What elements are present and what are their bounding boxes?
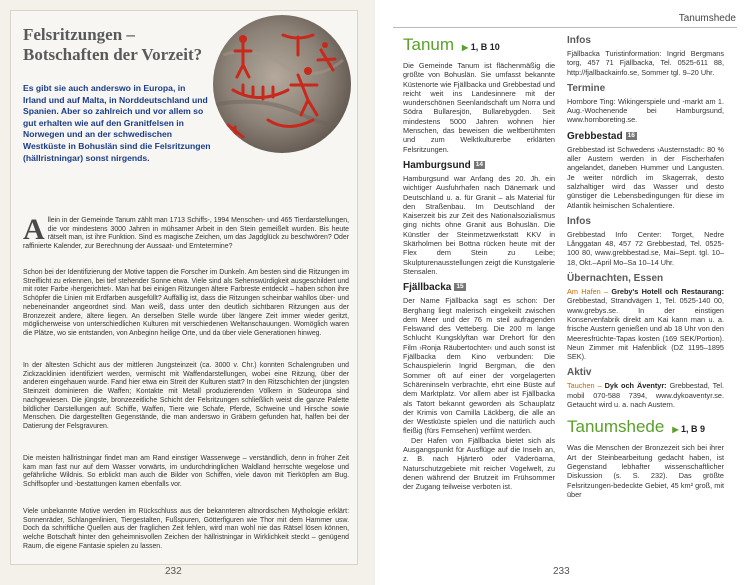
fjallbacka-heading bbox=[403, 282, 555, 294]
paragraph-2: Schon bei der Identifizierung der Motive tappen die Forscher im Dunkeln. Am besten sind die Ritzungen im Streiflicht zu erkennen, bei tief stehender Sonne etwa. Viele sind als Sehenswürdigkeit ausgeschildert und mit roter Farbe ›hergerichtet‹. Man hat bei einigen Ritzungen ältere Farbreste entdeckt – haben schon ihre Schöpfer die Linien mit Erdfarben ausgefüllt? Auffällig ist, dass die Ritzungen scheinbar wahllos über- und nebeneinander angeordnet sind. Man weiß, dass unter den deutlich sichtbaren Ritzungen aus der Bronzezeit andere, ältere liegen. An derselben Stelle wurde über längere Zeit immer wieder geritzt, möglicherweise von unterschiedlichen Kulturen mit verschiedenen Weltanschauungen. Womöglich waren die Plätze, wo sie entstanden, von Anbeginn heilige Orte, und da über viele Generationen hinweg. bbox=[23, 269, 349, 337]
page-number-left: 232 bbox=[165, 566, 182, 577]
termine-text: Hornbore Ting: Wikingerspiele und -markt am 1. Aug.-Wochenende bei Hamburgsund, www.hornboreting.se. bbox=[567, 96, 724, 125]
infos-heading-1: Infos bbox=[567, 35, 591, 46]
fjallbacka-title: Fjällbacka bbox=[403, 282, 452, 294]
aktiv-lead: Tauchen – bbox=[567, 381, 602, 391]
aktiv-heading: Aktiv bbox=[567, 367, 592, 379]
infos-text-1: Fjällbacka Turistinformation: Ingrid Bergmans torg, 457 71 Fjällbacka, Tel. 0525-611 88, http://fjallbackainfo.se, Sommer tgl. 9–20 Uhr. bbox=[567, 49, 724, 77]
aktiv-body: Grebbestad, Tel. mobil 070-588 7394, www.dykoaventyr.se. Getaucht wird u. a. nach Austern. bbox=[567, 381, 724, 410]
aktiv-text bbox=[567, 381, 724, 409]
hamburgsund-title: Hamburgsund bbox=[403, 159, 471, 171]
rock-carving-photo bbox=[213, 15, 351, 153]
tanumshede-title: Tanumshede bbox=[567, 417, 665, 437]
aktiv-name: Dyk och Äventyr: bbox=[604, 381, 667, 391]
uebernachten-text bbox=[567, 287, 724, 361]
infos-text-2: Grebbestad Info Center: Torget, Nedre Långgatan 48, 457 72 Grebbestad, Tel. 0525-100 80, www.grebbestad.se, Mai–Sept. tgl. 10–18, Okt.–April Mo–Sa 10–14 Uhr. bbox=[567, 229, 724, 267]
infos-heading-2: Infos bbox=[567, 215, 591, 227]
fjallbacka-text-2: Der Hafen von Fjällbacka bietet sich als Ausgangspunkt für Ausflüge auf die Inseln an, z. B. nach Hjärterö oder Väderöarna, Naturschutzgebiete mit reicher Vogelwelt, zu denen während der Brutzeit im Frühsommer der Zugang teilweise verboten ist. bbox=[403, 435, 555, 492]
right-column-1 bbox=[403, 35, 555, 491]
uebernachten-lead: Am Hafen – bbox=[567, 287, 609, 297]
uebernachten-heading: Übernachten, Essen bbox=[567, 273, 664, 285]
feature-title: Felsritzungen – Botschaften der Vorzeit? bbox=[23, 25, 203, 64]
tanum-heading bbox=[403, 35, 555, 58]
triangle-icon: ▶ bbox=[672, 425, 679, 435]
paragraph-1-text: llein in der Gemeinde Tanum zählt man 1713 Schiffs-, 1994 Menschen- und 465 Tierdarstellungen, die vor mindestens 3000 Jahren in mühsamer Arbeit in den Stein gemeißelt wurden. Bis heute rätselt man, ist ihre Funktion. Sind es magische Zeichen, um das Jagdglück zu beschwören? Oder raffinierte Kalender, zur Berechnung der Aussaat- und Erntetermine? bbox=[23, 217, 349, 251]
grebbestad-badge: 16 bbox=[627, 131, 635, 139]
hamburgsund-badge: 14 bbox=[475, 160, 484, 168]
uebernachten-name: Greby's Hotell och Restaurang: bbox=[611, 287, 725, 297]
tanumshede-map-ref bbox=[672, 424, 705, 434]
tanumshede-heading bbox=[567, 417, 724, 440]
page-number-right: 233 bbox=[553, 566, 570, 577]
tanumshede-text: Was die Menschen der Bronzezeit sich bei ihrer Art der Steinbearbeitung gedacht haben, ist Gegenstand lebhafter wissenschaftlicher Diskussion (s. S. 232). Das größte Felsritzungen-bedeckte Gebiet, 45 km² groß, mit über bbox=[567, 443, 724, 499]
feature-box bbox=[10, 10, 358, 565]
tanum-title: Tanum bbox=[403, 35, 455, 54]
paragraph-1 bbox=[23, 213, 349, 252]
triangle-icon: ▶ bbox=[462, 43, 469, 52]
hamburgsund-heading bbox=[403, 160, 555, 172]
fjallbacka-text-1: Der Name Fjällbacka sagt es schon: Der Berghang liegt malerisch eingekeilt zwischen dem Meer und der 76 m steil aufragenden Felswand des Vetteberg. Die 200 m lange Schlucht Kungsklyftan war Drehort für den Film ›Ronja Räubertochter‹ und auch sonst ist Fjällbacka dem Kino verbunden: Die Schauspielerin Ingrid Bergman, die den Sommer oft auf einer der vorgelagerten Schäreninseln verbrachte, ehrt eine Büste auf dem Marktplatz. Vor allem aber ist Fjällbacka als Tatort bekannt geworden als Schauplatz der Krimis von Camilla Läckberg, die alle an der Westküste spielen und die natürlich auch fleißig (fürs Fernsehen) verfilmt werden. bbox=[403, 296, 555, 436]
paragraph-5: Viele unbekannte Motive werden im Rückschluss aus der bekannteren altnordischen Mythologie erklärt: Sonnenräder, Schlangenlinien, Tiergestalten, Fußspuren, Götterfiguren wie Thor mit dem Hammer usw. Doch da schriftliche Quellen aus der fraglichen Zeit fehlen, wird man wohl nie das Rätsel lösen können, welche Botschaft hinter den geheimnisvollen Zeichen der hällristningar in Wirklichkeit steckt – genügend Raum, die eigene Fantasie spielen zu lassen. bbox=[23, 508, 349, 550]
grebbestad-title: Grebbestad bbox=[567, 130, 623, 142]
tanumshede-ref-text: 1, B 9 bbox=[681, 424, 706, 435]
drop-cap: A bbox=[23, 213, 45, 246]
uebernachten-body: Grebbestad, Strandvägen 1, Tel. 0525-140 00, www.grebys.se. In der einstigen Konservenfabrik direkt am Kai kann man u. a. frische Austern genießen und ab 18 Uhr von den Meeresfrüchte-Tapas kosten (169 SEK/Portion). Neun Zimmer mit Hafenblick (DZ 1195–1895 SEK). bbox=[567, 296, 724, 362]
tanum-ref-text: 1, B 10 bbox=[470, 42, 500, 52]
hamburgsund-text: Hamburgsund war Anfang des 20. Jh. ein wichtiger Ausfuhrhafen nach Dänemark und Deutschland u. a. für Granit – als Material für den Straßenbau. Im Deutschland der Kaiserzeit bis zur Zeit des Nationalsozialismus ging nichts ohne Granit aus Bohuslän. Die Künstler der Steinmetzwerkstatt KKV in Skärholmen bei Bottna rücken heute mit der Flex dem Stein zu Leibe; Skulpturenausstellungen zeigt die Kunstgalerie Stensalen. bbox=[403, 173, 555, 276]
feature-intro: Es gibt sie auch anderswo in Europa, in Irland und auf Malta, in Norddeutschland und Spanien. Aber so zahlreich und vor allem so gut erhalten wie auf den Granitfelsen in Norwegen und an der schwedischen Westküste in Bohuslän sind die Felsritzungen (hällristningar) sonst nirgends. bbox=[23, 83, 211, 163]
fjallbacka-badge: 15 bbox=[456, 283, 464, 291]
running-header: Tanumshede bbox=[678, 13, 736, 24]
header-rule bbox=[393, 27, 737, 28]
grebbestad-text: Grebbestad ist Schwedens ›Austernstadt‹: 80 % aller Austern werden in der Fischerhafen angelandet, daneben Hummer und Langusten. Je weiter nördlich im Skagerrak, desto salzhaltiger wird das Wasser und desto günstiger die Lebensbedingungen für diese im Atlantik heimischen Schalentiere. bbox=[567, 144, 724, 210]
paragraph-3: In der ältesten Schicht aus der mittleren Jungsteinzeit (ca. 3000 v. Chr.) konnten Schalengruben und Zickzacklinien identifiziert werden, vermischt mit Waffendarstellungen, wobei eine Ritzung, über der anderen eingehauen wurde. Fand hier etwa ein Streit der Kulturen statt? In den Ritzschichten der jüngsten Steinzeit dominieren die Waffen; Kontakte mit Metall produzierenden Völkern in Südeuropa sind nachgewiesen. Die jüngste, bronzezeitliche Schicht der Felsritzungen schließlich weist die ganze Palette bildlicher Darstellungen auf: Schiffe, Waffen, Tiere wie Schafe, Pferde, Schweine und Hirsche sowie Menschen. Die dargestellten Gegenstände, die man anderswo in Gräbern gefunden hat, halfen bei der Datierung der Felsgravuren. bbox=[23, 362, 349, 430]
tanum-map-ref bbox=[462, 42, 500, 52]
right-column-2 bbox=[567, 35, 724, 499]
tanum-text: Die Gemeinde Tanum ist flächenmäßig die größte von Bohuslän. Sie umfasst bekannte Küstenorte wie Fjällbacka und Grebbestad und reicht weit ins Landesinnere mit der wunderschönen Seenlandschaft um Norra und Södra Bullaresjön, Bullarebygden. Seit mindestens 5000 Jahren wohnen hier Menschen, das beweisen die weltberühmten und zum Welktkulturerbe erklärten Felsritzungen. bbox=[403, 61, 555, 154]
paragraph-4: Die meisten hällristningar findet man am Rand einstiger Wasserwege – verständlich, denn in früher Zeit kam man fast nur auf dem Wasser vorwärts, im undurchdringlichen Waldland herrschte wegelose und gefährliche Wildnis. So erblickt man auch die Bilder von Schiffen, viele davon mit Tierköpfen am Bug. Schiffsopfer und -bestattungen kamen ebenfalls vor. bbox=[23, 455, 349, 489]
termine-heading: Termine bbox=[567, 82, 606, 94]
grebbestad-heading bbox=[567, 131, 724, 143]
